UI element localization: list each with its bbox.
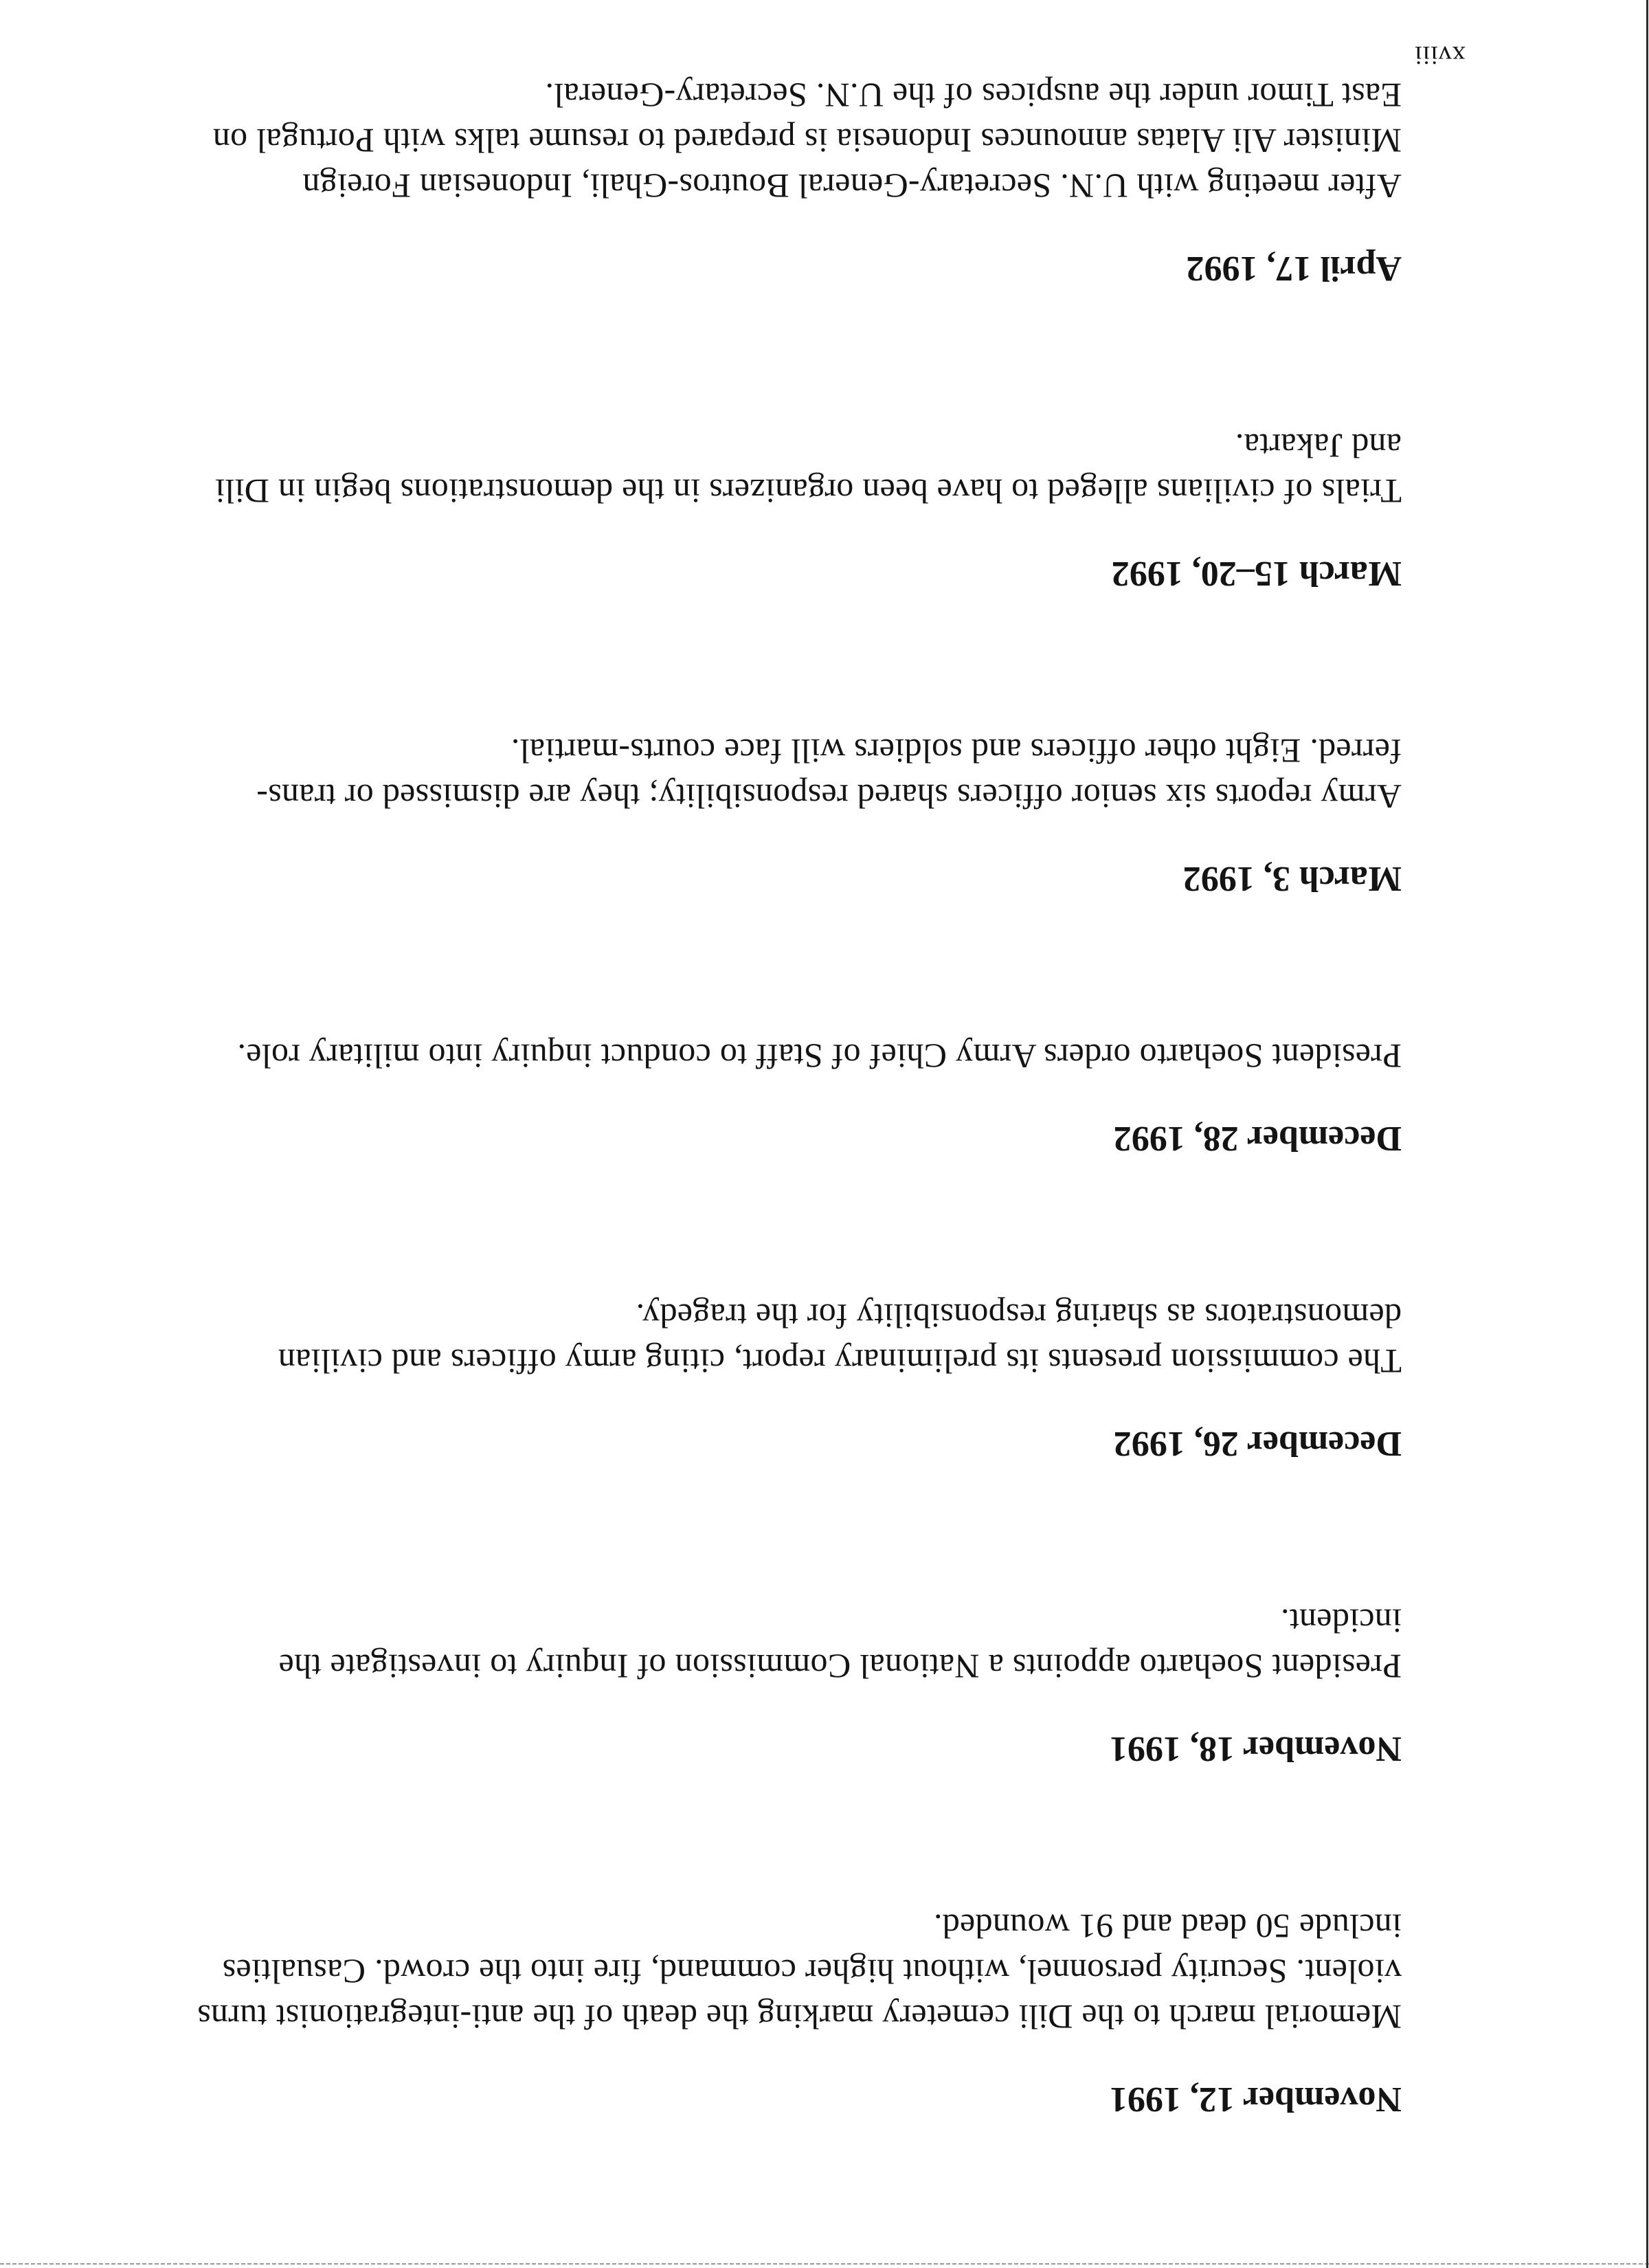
entry-text: Trials of civilians alleged to have been organizers in the demonstrations begin in Dili and Jakarta. <box>214 427 1402 511</box>
chronology-entry <box>179 1599 1402 1769</box>
chronology-entry <box>179 73 1402 289</box>
chronology-entry <box>179 423 1402 594</box>
chronology-entry <box>179 1904 1402 2120</box>
chronology-entry <box>179 1034 1402 1159</box>
chronology-entry <box>179 729 1402 899</box>
entry-date: March 15–20, 1992 <box>1111 554 1402 593</box>
entry-date: April 17, 1992 <box>1186 249 1402 288</box>
entry-text: Memorial march to the Dili cemetery marking the death of the anti-integrationist turns violent. Security personnel, without higher command, fire into the crowd. Casualties include 50 dead and 91 wounded. <box>197 1907 1402 2036</box>
entry-text: Army reports six senior officers shared responsibility; they are dismissed or trans-ferred. Eight other officers and soldiers will face courts-martial. <box>256 732 1402 816</box>
chronology-entry <box>179 1293 1402 1464</box>
entry-text: President Soeharto appoints a National Commission of Inquiry to investigate the incident. <box>278 1602 1402 1686</box>
entry-text: After meeting with U.N. Secretary-General Boutros-Ghali, Indonesian Foreign Minister Ali Alatas announces Indonesia is prepared to resume talks with Portugal on East Timor under the auspices of the U.N. Secretary-General. <box>212 76 1402 205</box>
scan-edge-line <box>0 2263 1649 2265</box>
page-number: xviii <box>1414 41 1466 69</box>
scan-edge-line <box>1646 0 1648 2268</box>
entry-date: March 3, 1992 <box>1182 859 1402 898</box>
entry-text: President Soeharto orders Army Chief of Staff to conduct inquiry into military role. <box>237 1037 1402 1076</box>
entry-date: December 28, 1992 <box>1113 1119 1402 1158</box>
entry-date: November 12, 1991 <box>1109 2080 1402 2119</box>
entry-date: December 26, 1992 <box>1113 1424 1402 1463</box>
entry-text: The commission presents its preliminary report, citing army officers and civilian demonstrators as sharing responsibility for the tragedy. <box>278 1297 1402 1381</box>
entry-date: November 18, 1991 <box>1109 1729 1402 1768</box>
chronology-list <box>179 73 1402 2120</box>
